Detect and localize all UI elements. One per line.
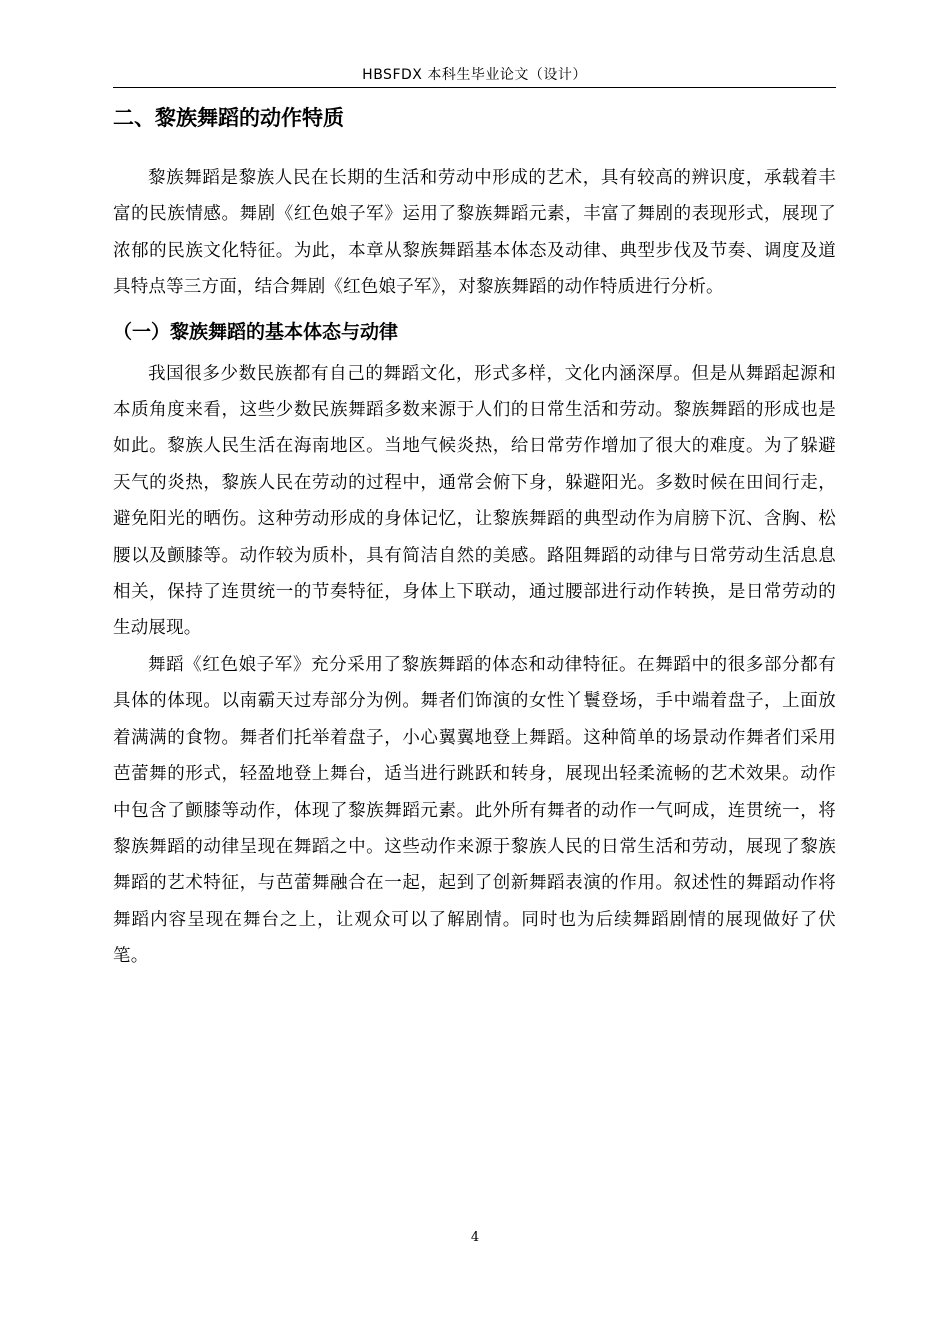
running-header: HBSFDX 本科生毕业论文（设计） xyxy=(362,67,587,83)
body-paragraph: 舞蹈《红色娘子军》充分采用了黎族舞蹈的体态和动律特征。在舞蹈中的很多部分都有具体的体现。以南霸天过寿部分为例。舞者们饰演的女性丫鬟登场，手中端着盘子，上面放着满满的食物。舞者们托举着盘子，小心翼翼地登上舞蹈。这种简单的场景动作舞者们采用芭蕾舞的形式，轻盈地登上舞台，适当进行跳跃和转身，展现出轻柔流畅的艺术效果。动作中包含了颤膝等动作，体现了黎族舞蹈元素。此外所有舞者的动作一气呵成，连贯统一，将黎族舞蹈的动律呈现在舞蹈之中。这些动作来源于黎族人民的日常生活和劳动，展现了黎族舞蹈的艺术特征，与芭蕾舞融合在一起，起到了创新舞蹈表演的作用。叙述性的舞蹈动作将舞蹈内容呈现在舞台之上，让观众可以了解剧情。同时也为后续舞蹈剧情的展现做好了伏笔。 xyxy=(113,654,836,967)
section-heading: 二、黎族舞蹈的动作特质 xyxy=(113,106,344,130)
page-number: 4 xyxy=(470,1230,480,1245)
header-rule xyxy=(113,87,836,88)
subsection-heading: （一）黎族舞蹈的基本体态与动律 xyxy=(113,320,399,343)
body-paragraph: 我国很多少数民族都有自己的舞蹈文化，形式多样，文化内涵深厚。但是从舞蹈起源和本质角度来看，这些少数民族舞蹈多数来源于人们的日常生活和劳动。黎族舞蹈的形成也是如此。黎族人民生活在海南地区。当地气候炎热，给日常劳作增加了很大的难度。为了躲避天气的炎热，黎族人民在劳动的过程中，通常会俯下身，躲避阳光。多数时候在田间行走，避免阳光的晒伤。这种劳动形成的身体记忆，让黎族舞蹈的典型动作为肩膀下沉、含胸、松腰以及颤膝等。动作较为质朴，具有简洁自然的美感。路阻舞蹈的动律与日常劳动生活息息相关，保持了连贯统一的节奏特征，身体上下联动，通过腰部进行动作转换，是日常劳动的生动展现。 xyxy=(113,363,836,639)
body-paragraph: 黎族舞蹈是黎族人民在长期的生活和劳动中形成的艺术，具有较高的辨识度，承载着丰富的民族情感。舞剧《红色娘子军》运用了黎族舞蹈元素，丰富了舞剧的表现形式，展现了浓郁的民族文化特征。为此，本章从黎族舞蹈基本体态及动律、典型步伐及节奏、调度及道具特点等三方面，结合舞剧《红色娘子军》，对黎族舞蹈的动作特质进行分析。 xyxy=(113,168,836,298)
page-content xyxy=(113,98,836,975)
